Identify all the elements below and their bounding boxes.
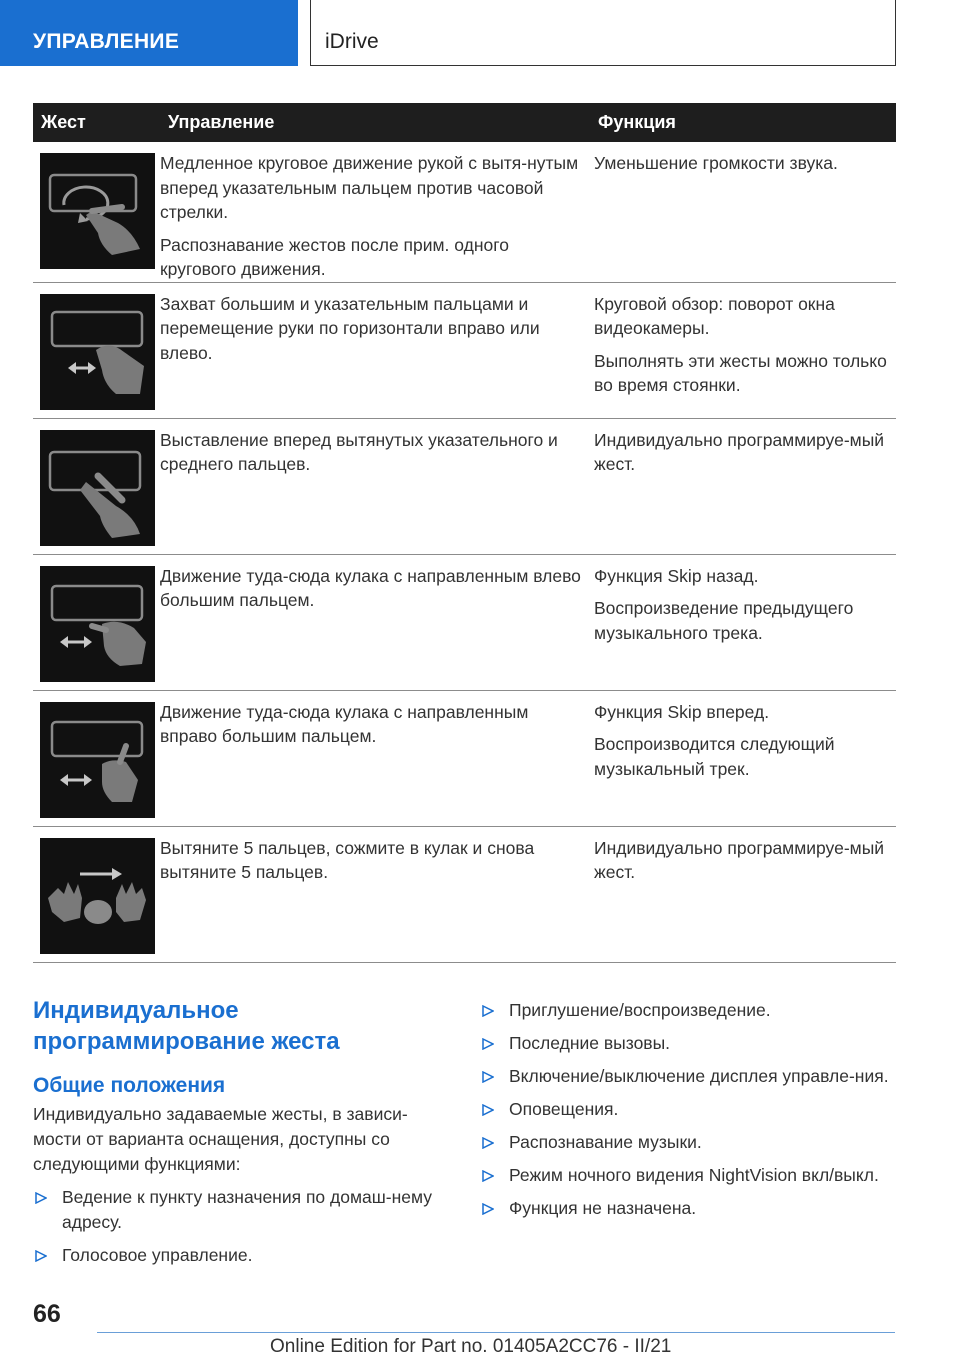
control-cell [160, 690, 590, 826]
function-cell [590, 142, 896, 282]
control-text: Движение туда-сюда кулака с направленным вправо большим пальцем. [160, 701, 529, 746]
page-number: 66 [33, 1300, 61, 1328]
function-text: Уменьшение громкости звука. [594, 153, 838, 173]
column-header-control: Управление [160, 103, 590, 142]
table-row [33, 282, 896, 418]
list-item [33, 1185, 443, 1235]
control-text: Распознавание жестов после прим. одного кругового движения. [160, 234, 509, 279]
fist-thumb-right-gesture-icon [40, 702, 155, 818]
section-tab: УПРАВЛЕНИЕ [0, 0, 298, 66]
list-item-text: Функция не назначена. [509, 1198, 697, 1218]
triangle-bullet-icon [482, 1170, 494, 1182]
function-cell [590, 826, 896, 962]
chapter-title: iDrive [310, 0, 896, 66]
list-item [480, 998, 895, 1023]
list-item [480, 1064, 895, 1089]
function-cell [590, 690, 896, 826]
function-list-left [33, 1185, 443, 1268]
control-text: Вытяните 5 пальцев, сожмите в кулак и снова вытяните 5 пальцев. [160, 837, 535, 882]
triangle-bullet-icon [482, 1104, 494, 1116]
gesture-cell [33, 282, 160, 418]
list-item-text: Последние вызовы. [509, 1033, 671, 1053]
function-text: Круговой обзор: поворот окна видеокамеры. [594, 293, 835, 338]
gesture-cell [33, 142, 160, 282]
table-row [33, 142, 896, 282]
gesture-cell [33, 418, 160, 554]
left-column [33, 995, 443, 1276]
control-text: Захват большим и указательным пальцами и перемещение руки по горизонтали вправо или влево. [160, 293, 540, 363]
function-text: Воспроизведение предыдущего музыкального трека. [594, 598, 854, 643]
list-item [480, 1031, 895, 1056]
triangle-bullet-icon [35, 1250, 47, 1262]
function-text: Выполнять эти жесты можно только во время стоянки. [594, 350, 887, 395]
list-item-text: Режим ночного видения NightVision вкл/выкл. [509, 1165, 879, 1185]
gesture-table [33, 103, 896, 963]
function-text: Индивидуально программируе-мый жест. [594, 429, 885, 474]
function-text: Функция Skip назад. [594, 565, 759, 586]
footer-divider [97, 1332, 895, 1333]
edition-footer: Online Edition for Part no. 01405A2CC76 - II/21 [270, 1336, 672, 1357]
triangle-bullet-icon [482, 1038, 494, 1050]
function-text: Индивидуально программируе-мый жест. [594, 837, 885, 882]
circular-counterclockwise-gesture-icon [40, 153, 155, 269]
table-row [33, 690, 896, 826]
list-item-text: Включение/выключение дисплея управле-ния. [509, 1066, 889, 1086]
grab-move-gesture-icon [40, 294, 155, 410]
function-text: Воспроизводится следующий музыкальный трек. [594, 734, 835, 779]
gesture-cell [33, 690, 160, 826]
control-cell [160, 282, 590, 418]
control-cell [160, 554, 590, 690]
function-cell [590, 554, 896, 690]
list-item [480, 1097, 895, 1122]
table-row [33, 554, 896, 690]
list-item-text: Голосовое управление. [62, 1245, 253, 1265]
right-column [480, 990, 895, 1229]
column-header-function: Функция [590, 103, 896, 142]
list-item-text: Оповещения. [509, 1099, 619, 1119]
section-title: Индивидуальное программирование жеста [33, 997, 340, 1055]
function-cell [590, 282, 896, 418]
list-item [33, 1243, 443, 1268]
two-finger-point-gesture-icon [40, 430, 155, 546]
triangle-bullet-icon [482, 1137, 494, 1149]
triangle-bullet-icon [35, 1192, 47, 1204]
table-row [33, 418, 896, 554]
list-item-text: Распознавание музыки. [509, 1132, 702, 1152]
table-row [33, 826, 896, 962]
triangle-bullet-icon [482, 1203, 494, 1215]
intro-paragraph: Индивидуально задаваемые жесты, в зависи-мости от варианта оснащения, доступны со следующими функциями: [33, 1104, 408, 1174]
section-subtitle: Общие положения [33, 1074, 226, 1097]
control-cell [160, 826, 590, 962]
control-text: Движение туда-сюда кулака с направленным влево большим пальцем. [160, 565, 581, 610]
list-item [480, 1196, 895, 1221]
function-list-right [480, 998, 895, 1221]
function-cell [590, 418, 896, 554]
triangle-bullet-icon [482, 1005, 494, 1017]
triangle-bullet-icon [482, 1071, 494, 1083]
control-cell [160, 418, 590, 554]
list-item-text: Ведение к пункту назначения по домаш-нему адресу. [62, 1187, 432, 1232]
table-header-row [33, 103, 896, 142]
list-item [480, 1163, 895, 1188]
control-cell [160, 142, 590, 282]
gesture-cell [33, 554, 160, 690]
function-text: Функция Skip вперед. [594, 701, 770, 722]
page-header [0, 0, 960, 66]
column-header-gesture: Жест [33, 103, 160, 142]
gesture-cell [33, 826, 160, 962]
fist-thumb-left-gesture-icon [40, 566, 155, 682]
control-text: Выставление вперед вытянутых указательного и среднего пальцев. [160, 429, 558, 474]
open-fist-open-gesture-icon [40, 838, 155, 954]
control-text: Медленное круговое движение рукой с вытя-нутым вперед указательным пальцем против часовой стрелки. [160, 153, 579, 222]
list-item [480, 1130, 895, 1155]
list-item-text: Приглушение/воспроизведение. [509, 1000, 771, 1020]
